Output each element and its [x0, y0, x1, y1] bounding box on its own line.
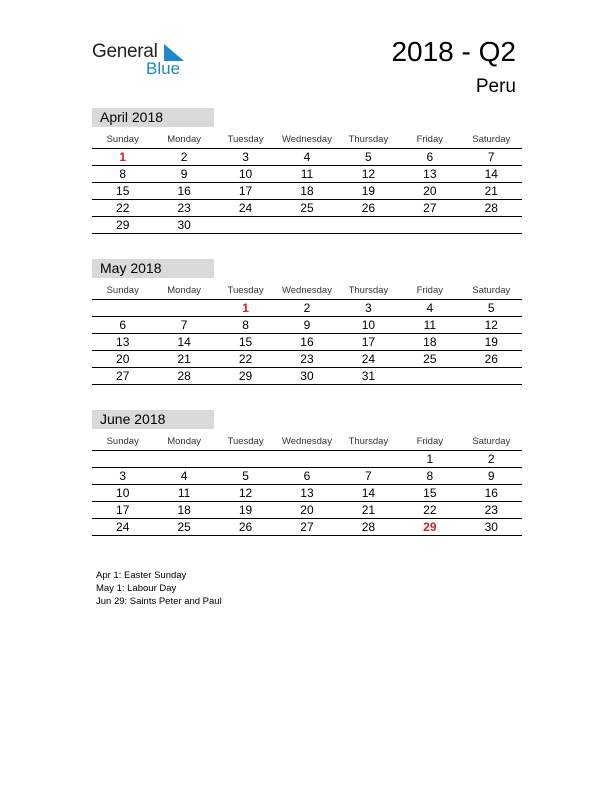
day-cell: 4 [153, 468, 214, 485]
week-row [92, 300, 522, 317]
day-cell: 24 [215, 200, 276, 217]
day-cell: 17 [338, 334, 399, 351]
month-grid [92, 433, 522, 536]
day-cell: 21 [338, 502, 399, 519]
day-cell: 26 [215, 519, 276, 536]
day-cell: 1 [399, 451, 460, 468]
weekday-monday: Monday [153, 433, 214, 451]
holiday-day-cell: 1 [215, 300, 276, 317]
month-grid [92, 282, 522, 385]
day-cell: 2 [461, 451, 522, 468]
week-row [92, 468, 522, 485]
day-cell: 7 [338, 468, 399, 485]
empty-day-cell [276, 217, 337, 234]
day-cell: 3 [215, 149, 276, 166]
day-cell: 4 [399, 300, 460, 317]
day-cell: 14 [338, 485, 399, 502]
day-cell: 24 [338, 351, 399, 368]
week-row [92, 351, 522, 368]
day-cell: 14 [153, 334, 214, 351]
holiday-day-cell: 1 [92, 149, 153, 166]
day-cell: 21 [153, 351, 214, 368]
month-calendar-june [92, 410, 522, 536]
month-title: April 2018 [92, 108, 214, 127]
holiday-note: May 1: Labour Day [96, 583, 177, 594]
day-cell: 15 [399, 485, 460, 502]
weekday-header-row [92, 433, 522, 451]
week-row [92, 166, 522, 183]
day-cell: 10 [92, 485, 153, 502]
week-row [92, 183, 522, 200]
holiday-notes [96, 569, 222, 608]
day-cell: 31 [338, 368, 399, 385]
day-cell: 11 [276, 166, 337, 183]
weekday-sunday: Sunday [92, 282, 153, 300]
day-cell: 22 [215, 351, 276, 368]
day-cell: 18 [276, 183, 337, 200]
day-cell: 17 [92, 502, 153, 519]
day-cell: 8 [215, 317, 276, 334]
empty-day-cell [276, 451, 337, 468]
day-cell: 12 [461, 317, 522, 334]
weekday-friday: Friday [399, 131, 460, 149]
week-row [92, 451, 522, 468]
day-cell: 23 [153, 200, 214, 217]
day-cell: 4 [276, 149, 337, 166]
weekday-wednesday: Wednesday [276, 131, 337, 149]
logo [92, 40, 202, 80]
day-cell: 12 [338, 166, 399, 183]
week-row [92, 368, 522, 385]
week-row [92, 334, 522, 351]
weekday-sunday: Sunday [92, 433, 153, 451]
weekday-header-row [92, 131, 522, 149]
day-cell: 19 [215, 502, 276, 519]
day-cell: 16 [461, 485, 522, 502]
day-cell: 29 [92, 217, 153, 234]
day-cell: 16 [153, 183, 214, 200]
day-cell: 18 [153, 502, 214, 519]
day-cell: 28 [461, 200, 522, 217]
day-cell: 3 [338, 300, 399, 317]
week-row [92, 149, 522, 166]
logo-text-general: General [92, 41, 158, 62]
day-cell: 19 [338, 183, 399, 200]
day-cell: 26 [461, 351, 522, 368]
empty-day-cell [92, 451, 153, 468]
day-cell: 5 [461, 300, 522, 317]
day-cell: 26 [338, 200, 399, 217]
day-cell: 14 [461, 166, 522, 183]
day-cell: 6 [92, 317, 153, 334]
week-row [92, 317, 522, 334]
month-title: May 2018 [92, 259, 214, 278]
day-cell: 6 [399, 149, 460, 166]
month-grid [92, 131, 522, 234]
day-cell: 22 [92, 200, 153, 217]
day-cell: 5 [338, 149, 399, 166]
week-row [92, 217, 522, 234]
weekday-thursday: Thursday [338, 131, 399, 149]
weekday-wednesday: Wednesday [276, 282, 337, 300]
day-cell: 28 [338, 519, 399, 536]
empty-day-cell [399, 217, 460, 234]
day-cell: 21 [461, 183, 522, 200]
holiday-day-cell: 29 [399, 519, 460, 536]
weekday-saturday: Saturday [461, 282, 522, 300]
day-cell: 7 [461, 149, 522, 166]
holiday-note: Apr 1: Easter Sunday [96, 570, 187, 581]
day-cell: 3 [92, 468, 153, 485]
day-cell: 29 [215, 368, 276, 385]
empty-day-cell [338, 217, 399, 234]
day-cell: 20 [92, 351, 153, 368]
day-cell: 2 [153, 149, 214, 166]
weekday-tuesday: Tuesday [215, 282, 276, 300]
day-cell: 23 [276, 351, 337, 368]
day-cell: 25 [153, 519, 214, 536]
day-cell: 15 [215, 334, 276, 351]
month-title: June 2018 [92, 410, 214, 429]
day-cell: 30 [153, 217, 214, 234]
day-cell: 27 [92, 368, 153, 385]
day-cell: 13 [92, 334, 153, 351]
day-cell: 13 [276, 485, 337, 502]
empty-day-cell [338, 451, 399, 468]
empty-day-cell [461, 368, 522, 385]
day-cell: 27 [276, 519, 337, 536]
day-cell: 30 [276, 368, 337, 385]
day-cell: 25 [399, 351, 460, 368]
logo-text-blue: Blue [146, 59, 181, 78]
day-cell: 30 [461, 519, 522, 536]
country-name: Peru [475, 76, 516, 97]
empty-day-cell [153, 300, 214, 317]
weekday-thursday: Thursday [338, 282, 399, 300]
weekday-thursday: Thursday [338, 433, 399, 451]
day-cell: 10 [215, 166, 276, 183]
empty-day-cell [399, 368, 460, 385]
empty-day-cell [215, 451, 276, 468]
weekday-saturday: Saturday [461, 433, 522, 451]
month-calendar-may [92, 259, 522, 385]
day-cell: 6 [276, 468, 337, 485]
weekday-friday: Friday [399, 433, 460, 451]
week-row [92, 485, 522, 502]
week-row [92, 200, 522, 217]
week-row [92, 502, 522, 519]
page-title: 2018 - Q2 [391, 36, 516, 67]
day-cell: 24 [92, 519, 153, 536]
day-cell: 2 [276, 300, 337, 317]
empty-day-cell [153, 451, 214, 468]
day-cell: 7 [153, 317, 214, 334]
day-cell: 20 [276, 502, 337, 519]
weekday-header-row [92, 282, 522, 300]
day-cell: 25 [276, 200, 337, 217]
weekday-monday: Monday [153, 131, 214, 149]
weekday-friday: Friday [399, 282, 460, 300]
day-cell: 10 [338, 317, 399, 334]
weekday-monday: Monday [153, 282, 214, 300]
day-cell: 8 [399, 468, 460, 485]
month-calendar-april [92, 108, 522, 234]
weekday-wednesday: Wednesday [276, 433, 337, 451]
day-cell: 20 [399, 183, 460, 200]
day-cell: 19 [461, 334, 522, 351]
holiday-note: Jun 29: Saints Peter and Paul [96, 596, 222, 607]
day-cell: 28 [153, 368, 214, 385]
empty-day-cell [215, 217, 276, 234]
day-cell: 16 [276, 334, 337, 351]
day-cell: 9 [461, 468, 522, 485]
weekday-tuesday: Tuesday [215, 433, 276, 451]
day-cell: 18 [399, 334, 460, 351]
day-cell: 11 [399, 317, 460, 334]
day-cell: 8 [92, 166, 153, 183]
empty-day-cell [92, 300, 153, 317]
day-cell: 22 [399, 502, 460, 519]
day-cell: 12 [215, 485, 276, 502]
day-cell: 13 [399, 166, 460, 183]
day-cell: 17 [215, 183, 276, 200]
day-cell: 9 [153, 166, 214, 183]
empty-day-cell [461, 217, 522, 234]
day-cell: 9 [276, 317, 337, 334]
weekday-sunday: Sunday [92, 131, 153, 149]
weekday-saturday: Saturday [461, 131, 522, 149]
day-cell: 27 [399, 200, 460, 217]
week-row [92, 519, 522, 536]
day-cell: 5 [215, 468, 276, 485]
weekday-tuesday: Tuesday [215, 131, 276, 149]
day-cell: 23 [461, 502, 522, 519]
day-cell: 15 [92, 183, 153, 200]
day-cell: 11 [153, 485, 214, 502]
